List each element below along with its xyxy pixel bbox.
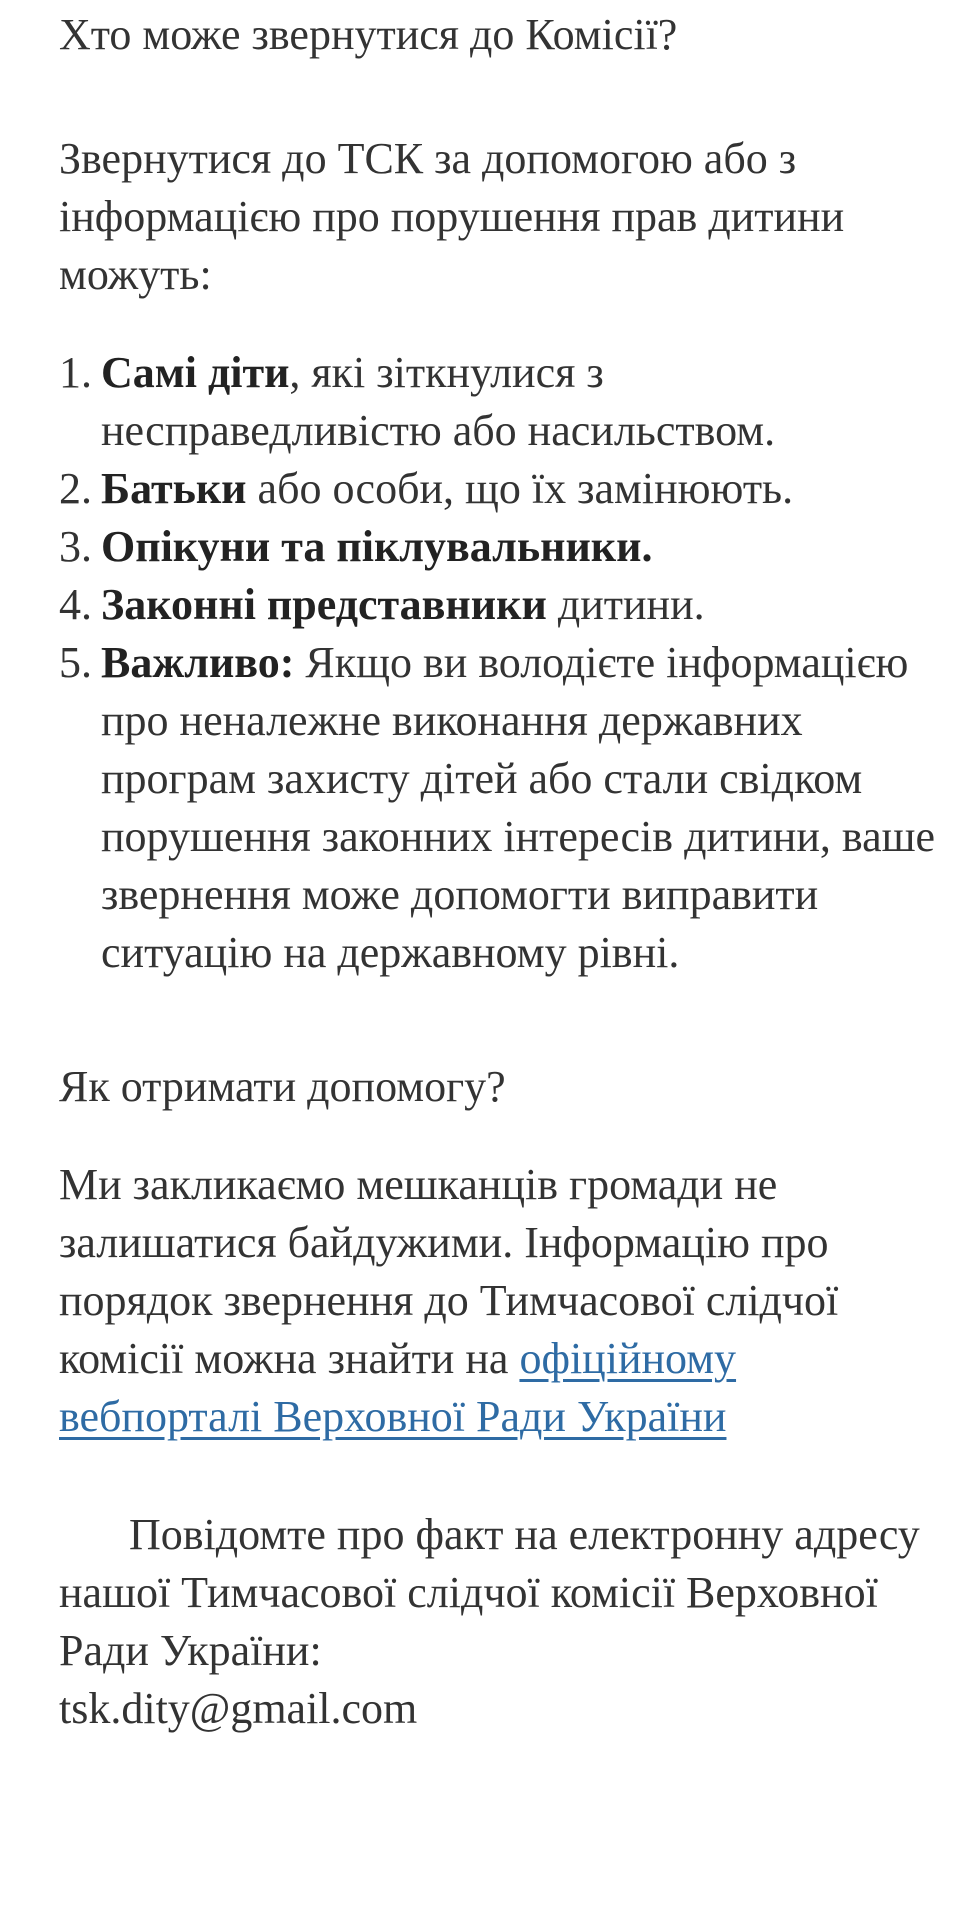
list-number: 4.: [59, 580, 92, 629]
list-number: 3.: [59, 522, 92, 571]
list-item-bold: Важливо:: [101, 638, 295, 687]
applicants-list: [59, 344, 939, 982]
list-item-text: , які зіткнулися з несправедливістю або насильством.: [101, 348, 776, 455]
contact-email: tsk.dity@gmail.com: [59, 1684, 418, 1733]
section-heading-who-can-apply: Хто може звернутися до Комісії?: [59, 10, 678, 59]
appeal-paragraph: [59, 1156, 939, 1446]
list-item-text: дитини.: [546, 580, 705, 629]
appeal-text: Ми закликаємо мешканців громади не залишатися байдужими. Інформацію про порядок звернення до Тимчасової слідчої комісії можна знайти на: [59, 1160, 839, 1383]
list-item: [59, 576, 939, 634]
list-item-bold: Батьки: [101, 464, 247, 513]
list-item: [59, 460, 939, 518]
verkhovna-rada-portal-link[interactable]: офіційному вебпорталі Верховної Ради України: [59, 1334, 737, 1441]
list-item-bold: Опікуни та піклувальники.: [101, 522, 653, 571]
list-number: 2.: [59, 464, 92, 513]
intro-paragraph: Звернутися до ТСК за допомогою або з інформацією про порушення прав дитини можуть:: [59, 134, 845, 299]
report-paragraph: [59, 1506, 939, 1738]
list-item-text: Якщо ви володієте інформацією про неналежне виконання державних програм захисту дітей або стали свідком порушення законних інтересів дитини, ваше звернення може допомогти виправити ситуацію на державному рівні.: [101, 638, 936, 977]
list-item: [59, 634, 939, 982]
list-number: 5.: [59, 638, 92, 687]
list-item: [59, 518, 939, 576]
list-number: 1.: [59, 348, 92, 397]
list-item-text: або особи, що їх замінюють.: [246, 464, 794, 513]
list-item-bold: Самі діти: [101, 348, 290, 397]
list-item: [59, 344, 939, 460]
article-content: [59, 0, 939, 1738]
report-text: Повідомте про факт на електронну адресу нашої Тимчасової слідчої комісії Верховної Ради України:: [59, 1510, 920, 1675]
section-heading-how-to-get-help: Як отримати допомогу?: [59, 1062, 506, 1111]
list-item-bold: Законні представники: [101, 580, 547, 629]
